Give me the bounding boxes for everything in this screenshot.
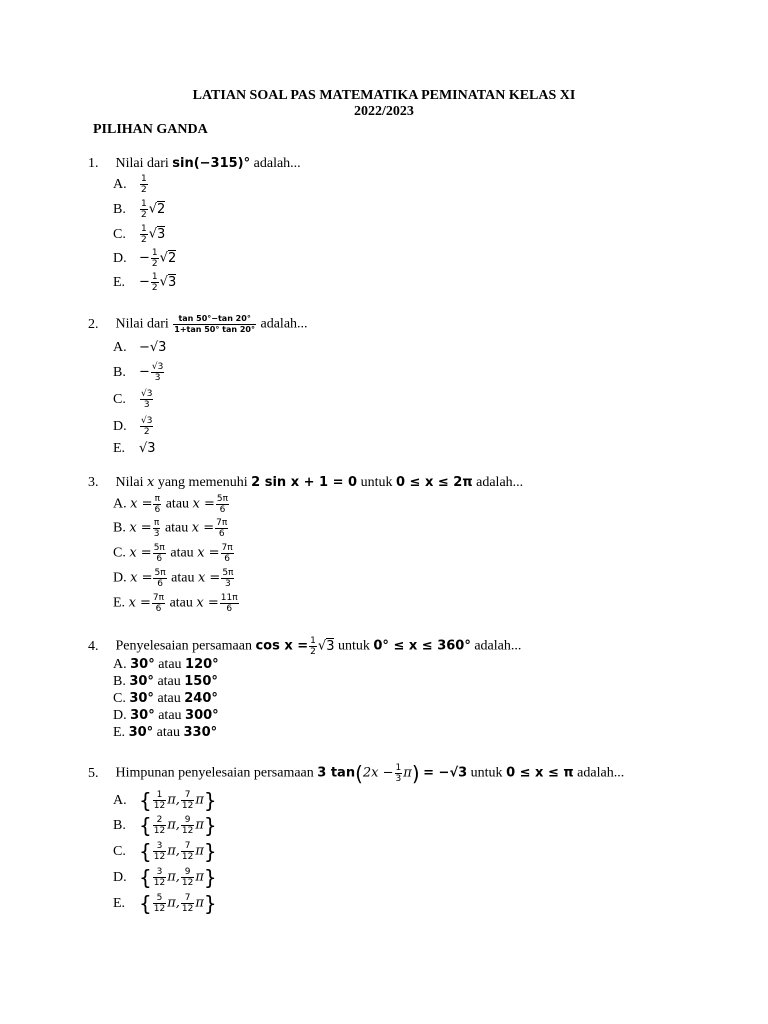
- numerator: 9: [181, 867, 194, 878]
- radicand: 3: [326, 638, 335, 654]
- numerator: 1: [151, 272, 158, 282]
- document-title: LATIAN SOAL PAS MATEMATIKA PEMINATAN KELAS XI: [192, 88, 576, 103]
- numerator: 3: [153, 867, 166, 878]
- pi-symbol: π: [195, 869, 204, 885]
- x-equals: x =: [196, 595, 219, 611]
- option-value: 240°: [184, 691, 218, 706]
- option-5c: [113, 841, 217, 862]
- option-value: 330°: [183, 725, 218, 740]
- left-brace: {: [139, 788, 152, 813]
- numerator: 1: [395, 763, 402, 773]
- pi-symbol: π: [195, 817, 204, 833]
- fraction: [151, 362, 164, 383]
- option-letter: C.: [113, 391, 126, 407]
- atau-text: atau: [171, 570, 195, 586]
- option-value: −√3: [139, 340, 167, 355]
- atau-text: atau: [158, 708, 182, 723]
- option-letter: D.: [113, 570, 127, 586]
- fraction: [153, 568, 166, 589]
- fraction: [181, 867, 194, 888]
- denominator: 12: [181, 878, 194, 888]
- denominator: 2: [151, 283, 158, 293]
- radicand: 2: [157, 201, 166, 217]
- fraction: [152, 593, 165, 614]
- option-letter: C.: [113, 843, 126, 859]
- numerator: 1: [310, 636, 316, 646]
- option-letter: C.: [113, 545, 126, 561]
- denominator: 1+tan 50° tan 20°: [174, 325, 255, 334]
- numerator: 1: [151, 248, 158, 258]
- pi-symbol: π,: [167, 792, 180, 808]
- fraction: [153, 867, 166, 888]
- option-letter: B.: [113, 520, 126, 536]
- denominator: 6: [157, 579, 163, 589]
- question-text: untuk: [337, 638, 370, 654]
- minus-sign: −: [139, 274, 150, 290]
- numerator: 2: [153, 815, 166, 826]
- question-text: yang memenuhi: [157, 475, 248, 490]
- fraction: [181, 893, 194, 914]
- option-letter: B.: [113, 364, 126, 380]
- fraction: [151, 272, 159, 293]
- option-2e: [113, 440, 156, 458]
- numerator: 5π: [154, 568, 166, 578]
- question-suffix: adalah...: [577, 765, 625, 781]
- option-1b: [113, 199, 165, 220]
- fraction: [153, 815, 166, 836]
- option-value: 30°: [129, 691, 154, 706]
- denominator: 12: [153, 826, 166, 836]
- fraction: [153, 893, 166, 914]
- equation: 3 tan: [317, 765, 356, 781]
- question-text: untuk: [470, 765, 503, 781]
- numerator: π: [153, 518, 160, 528]
- numerator: 7: [181, 790, 194, 801]
- fraction: [181, 841, 194, 862]
- option-letter: E.: [113, 441, 126, 456]
- denominator: 6: [156, 554, 163, 564]
- option-4d: [113, 707, 219, 725]
- fraction: [221, 568, 234, 589]
- right-brace: }: [203, 839, 217, 864]
- denominator: 3: [395, 774, 402, 784]
- numerator: √3: [141, 416, 153, 426]
- fraction: [140, 416, 153, 437]
- option-letter: D.: [113, 708, 127, 723]
- question-text: Penyelesaian persamaan: [115, 638, 252, 654]
- option-letter: A.: [113, 340, 127, 355]
- denominator: 2: [143, 427, 150, 437]
- numerator: 7: [181, 841, 194, 852]
- denominator: 12: [153, 904, 166, 914]
- right-brace: }: [203, 788, 217, 813]
- right-brace: }: [203, 813, 217, 838]
- question-3: [88, 474, 523, 492]
- option-4b: [113, 673, 218, 691]
- option-1d: [113, 248, 176, 269]
- option-value: √3: [139, 441, 156, 456]
- denominator: 2: [141, 210, 147, 220]
- question-expression: sin(−315)°: [172, 156, 251, 171]
- question-text: Nilai dari: [115, 156, 169, 171]
- square-root: √2: [159, 250, 177, 266]
- atau-text: atau: [156, 725, 180, 740]
- fraction: [220, 593, 239, 614]
- denominator: 2: [151, 259, 158, 269]
- range: 0° ≤ x ≤ 360°: [373, 638, 471, 654]
- question-suffix: adalah...: [474, 638, 522, 654]
- pi-symbol: π: [195, 792, 204, 808]
- denominator: 12: [153, 852, 166, 862]
- option-4a: [113, 656, 219, 674]
- denominator: 12: [181, 904, 194, 914]
- option-letter: A.: [113, 496, 127, 512]
- numerator: 1: [141, 174, 147, 184]
- left-brace: {: [139, 891, 152, 916]
- minus-sign: −: [139, 364, 150, 380]
- option-letter: C.: [113, 226, 126, 242]
- question-text: untuk: [360, 475, 393, 490]
- denominator: 12: [181, 801, 194, 811]
- x-equals: x =: [129, 545, 152, 561]
- atau-text: atau: [170, 545, 194, 561]
- option-3e: [113, 593, 240, 614]
- question-number: 2.: [88, 316, 99, 332]
- option-5b: [113, 815, 217, 836]
- numerator: 11π: [220, 593, 238, 603]
- pi-symbol: π: [195, 895, 204, 911]
- option-letter: E.: [113, 725, 126, 740]
- numerator: 5π: [222, 568, 234, 578]
- option-1e: [113, 272, 176, 293]
- x-equals: x =: [197, 570, 221, 586]
- option-letter: A.: [113, 176, 127, 192]
- numerator: 7: [181, 893, 194, 904]
- pi-symbol: π,: [167, 895, 180, 911]
- fraction: [216, 494, 229, 515]
- option-value: 120°: [185, 657, 219, 672]
- fraction: [140, 174, 148, 195]
- fraction: [395, 763, 403, 784]
- numerator: 9: [181, 815, 194, 826]
- numerator: 7π: [152, 593, 165, 603]
- fraction: [153, 790, 166, 811]
- numerator: 5π: [216, 494, 229, 504]
- equation: = −√3: [423, 765, 468, 781]
- right-brace: }: [203, 891, 217, 916]
- denominator: 3: [225, 579, 231, 589]
- fraction: [181, 815, 194, 836]
- fraction: [309, 636, 317, 657]
- option-3d: [113, 568, 235, 589]
- square-root: √2: [148, 201, 166, 217]
- question-5: [88, 763, 624, 784]
- square-root: √3: [148, 226, 166, 242]
- denominator: 3: [143, 400, 150, 410]
- question-text: Nilai: [115, 475, 144, 490]
- option-1c: [113, 224, 165, 245]
- option-letter: E.: [113, 895, 126, 911]
- denominator: 12: [181, 852, 194, 862]
- denominator: 2: [310, 647, 316, 657]
- option-letter: B.: [113, 201, 126, 217]
- right-paren: ): [411, 761, 420, 786]
- option-value: 30°: [129, 674, 154, 689]
- pi-symbol: π,: [167, 869, 180, 885]
- pi-symbol: π: [195, 843, 204, 859]
- option-letter: C.: [113, 691, 126, 706]
- option-3c: [113, 543, 235, 564]
- option-3a: [113, 494, 230, 515]
- option-letter: E.: [113, 274, 126, 290]
- denominator: 6: [155, 604, 162, 614]
- option-value: 300°: [185, 708, 219, 723]
- option-letter: D.: [113, 869, 127, 885]
- question-1: [88, 155, 301, 173]
- option-letter: B.: [113, 674, 126, 689]
- range: 0 ≤ x ≤ 2π: [395, 475, 473, 490]
- numerator: tan 50°−tan 20°: [173, 314, 256, 325]
- option-value: 30°: [128, 725, 154, 740]
- denominator: 6: [226, 604, 233, 614]
- atau-text: atau: [157, 691, 181, 706]
- left-paren: (: [355, 761, 363, 786]
- document-year: 2022/2023: [354, 104, 414, 119]
- question-number: 5.: [88, 765, 99, 781]
- numerator: 7π: [221, 543, 233, 553]
- option-letter: D.: [113, 250, 127, 266]
- square-root: √3: [317, 638, 335, 654]
- option-2c: [113, 389, 154, 410]
- equation: cos x =: [255, 638, 309, 654]
- left-brace: {: [139, 813, 152, 838]
- denominator: 6: [154, 505, 161, 515]
- question-suffix: adalah...: [253, 156, 301, 171]
- denominator: 2: [141, 185, 147, 195]
- fraction: [153, 841, 166, 862]
- option-5d: [113, 867, 217, 888]
- fraction: [173, 314, 256, 335]
- atau-text: atau: [164, 520, 189, 536]
- question-text: Nilai dari: [115, 316, 169, 332]
- denominator: 2: [141, 235, 147, 245]
- radicand: 3: [167, 274, 177, 290]
- minus-sign: −: [139, 250, 150, 266]
- radicand: 3: [157, 226, 166, 242]
- numerator: 1: [153, 790, 166, 801]
- option-letter: D.: [113, 418, 127, 434]
- option-letter: A.: [113, 657, 127, 672]
- option-4c: [113, 690, 218, 708]
- numerator: √3: [151, 362, 164, 372]
- pi-symbol: π,: [167, 843, 180, 859]
- pi-symbol: π: [403, 765, 412, 781]
- denominator: 12: [181, 826, 194, 836]
- option-value: 30°: [130, 657, 155, 672]
- x-equals: x =: [191, 520, 215, 536]
- numerator: √3: [141, 389, 153, 399]
- fraction: [215, 518, 228, 539]
- denominator: 3: [154, 373, 161, 383]
- fraction: [140, 389, 153, 410]
- question-suffix: adalah...: [260, 316, 308, 332]
- fraction: [153, 518, 161, 539]
- denominator: 12: [153, 878, 166, 888]
- question-suffix: adalah...: [476, 475, 524, 490]
- section-heading: PILIHAN GANDA: [93, 122, 208, 137]
- option-letter: A.: [113, 792, 127, 808]
- range: 0 ≤ x ≤ π: [506, 765, 574, 781]
- option-letter: B.: [113, 817, 126, 833]
- option-2d: [113, 416, 154, 437]
- denominator: 6: [224, 554, 230, 564]
- fraction: [221, 543, 234, 564]
- denominator: 12: [153, 801, 166, 811]
- pi-symbol: π,: [167, 817, 180, 833]
- denominator: 6: [218, 529, 225, 539]
- numerator: 1: [141, 224, 147, 234]
- option-5a: [113, 790, 217, 811]
- atau-text: atau: [158, 657, 182, 672]
- fraction: [140, 224, 148, 245]
- left-brace: {: [139, 865, 152, 890]
- x-equals: x =: [128, 595, 151, 611]
- atau-text: atau: [165, 496, 190, 512]
- option-value: 150°: [184, 674, 218, 689]
- x-equals: x =: [130, 570, 153, 586]
- numerator: 7π: [216, 518, 228, 528]
- atau-text: atau: [169, 595, 193, 611]
- option-value: 30°: [130, 708, 155, 723]
- x-equals: x =: [197, 545, 220, 561]
- x-equals: x =: [129, 520, 152, 536]
- question-4: [88, 636, 521, 657]
- option-5e: [113, 893, 217, 914]
- radicand: 2: [167, 250, 177, 266]
- fraction: [151, 248, 159, 269]
- option-1a: [113, 174, 149, 195]
- x-equals: x =: [192, 496, 215, 512]
- denominator: 3: [153, 529, 160, 539]
- numerator: π: [154, 494, 161, 504]
- numerator: 5: [153, 893, 166, 904]
- option-4e: [113, 724, 217, 742]
- fraction: [181, 790, 194, 811]
- option-letter: E.: [113, 595, 126, 611]
- option-2a: [113, 339, 166, 357]
- numerator: 5π: [153, 543, 165, 553]
- left-brace: {: [139, 839, 152, 864]
- option-3b: [113, 518, 229, 539]
- question-number: 3.: [88, 475, 99, 490]
- fraction: [140, 199, 148, 220]
- question-text: Himpunan penyelesaian persamaan: [115, 765, 314, 781]
- numerator: 1: [141, 199, 147, 209]
- right-brace: }: [203, 865, 217, 890]
- equation: 2 sin x + 1 = 0: [251, 475, 358, 490]
- denominator: 6: [219, 505, 226, 515]
- question-number: 4.: [88, 638, 99, 654]
- fraction: [153, 494, 161, 515]
- question-number: 1.: [88, 156, 99, 171]
- fraction: [153, 543, 166, 564]
- x-equals: x =: [130, 496, 153, 512]
- option-2b: [113, 362, 165, 383]
- equation: 2x −: [362, 765, 394, 781]
- numerator: 3: [153, 841, 166, 852]
- atau-text: atau: [157, 674, 181, 689]
- variable: x: [147, 475, 155, 490]
- square-root: √3: [159, 274, 177, 290]
- question-2: [88, 314, 308, 335]
